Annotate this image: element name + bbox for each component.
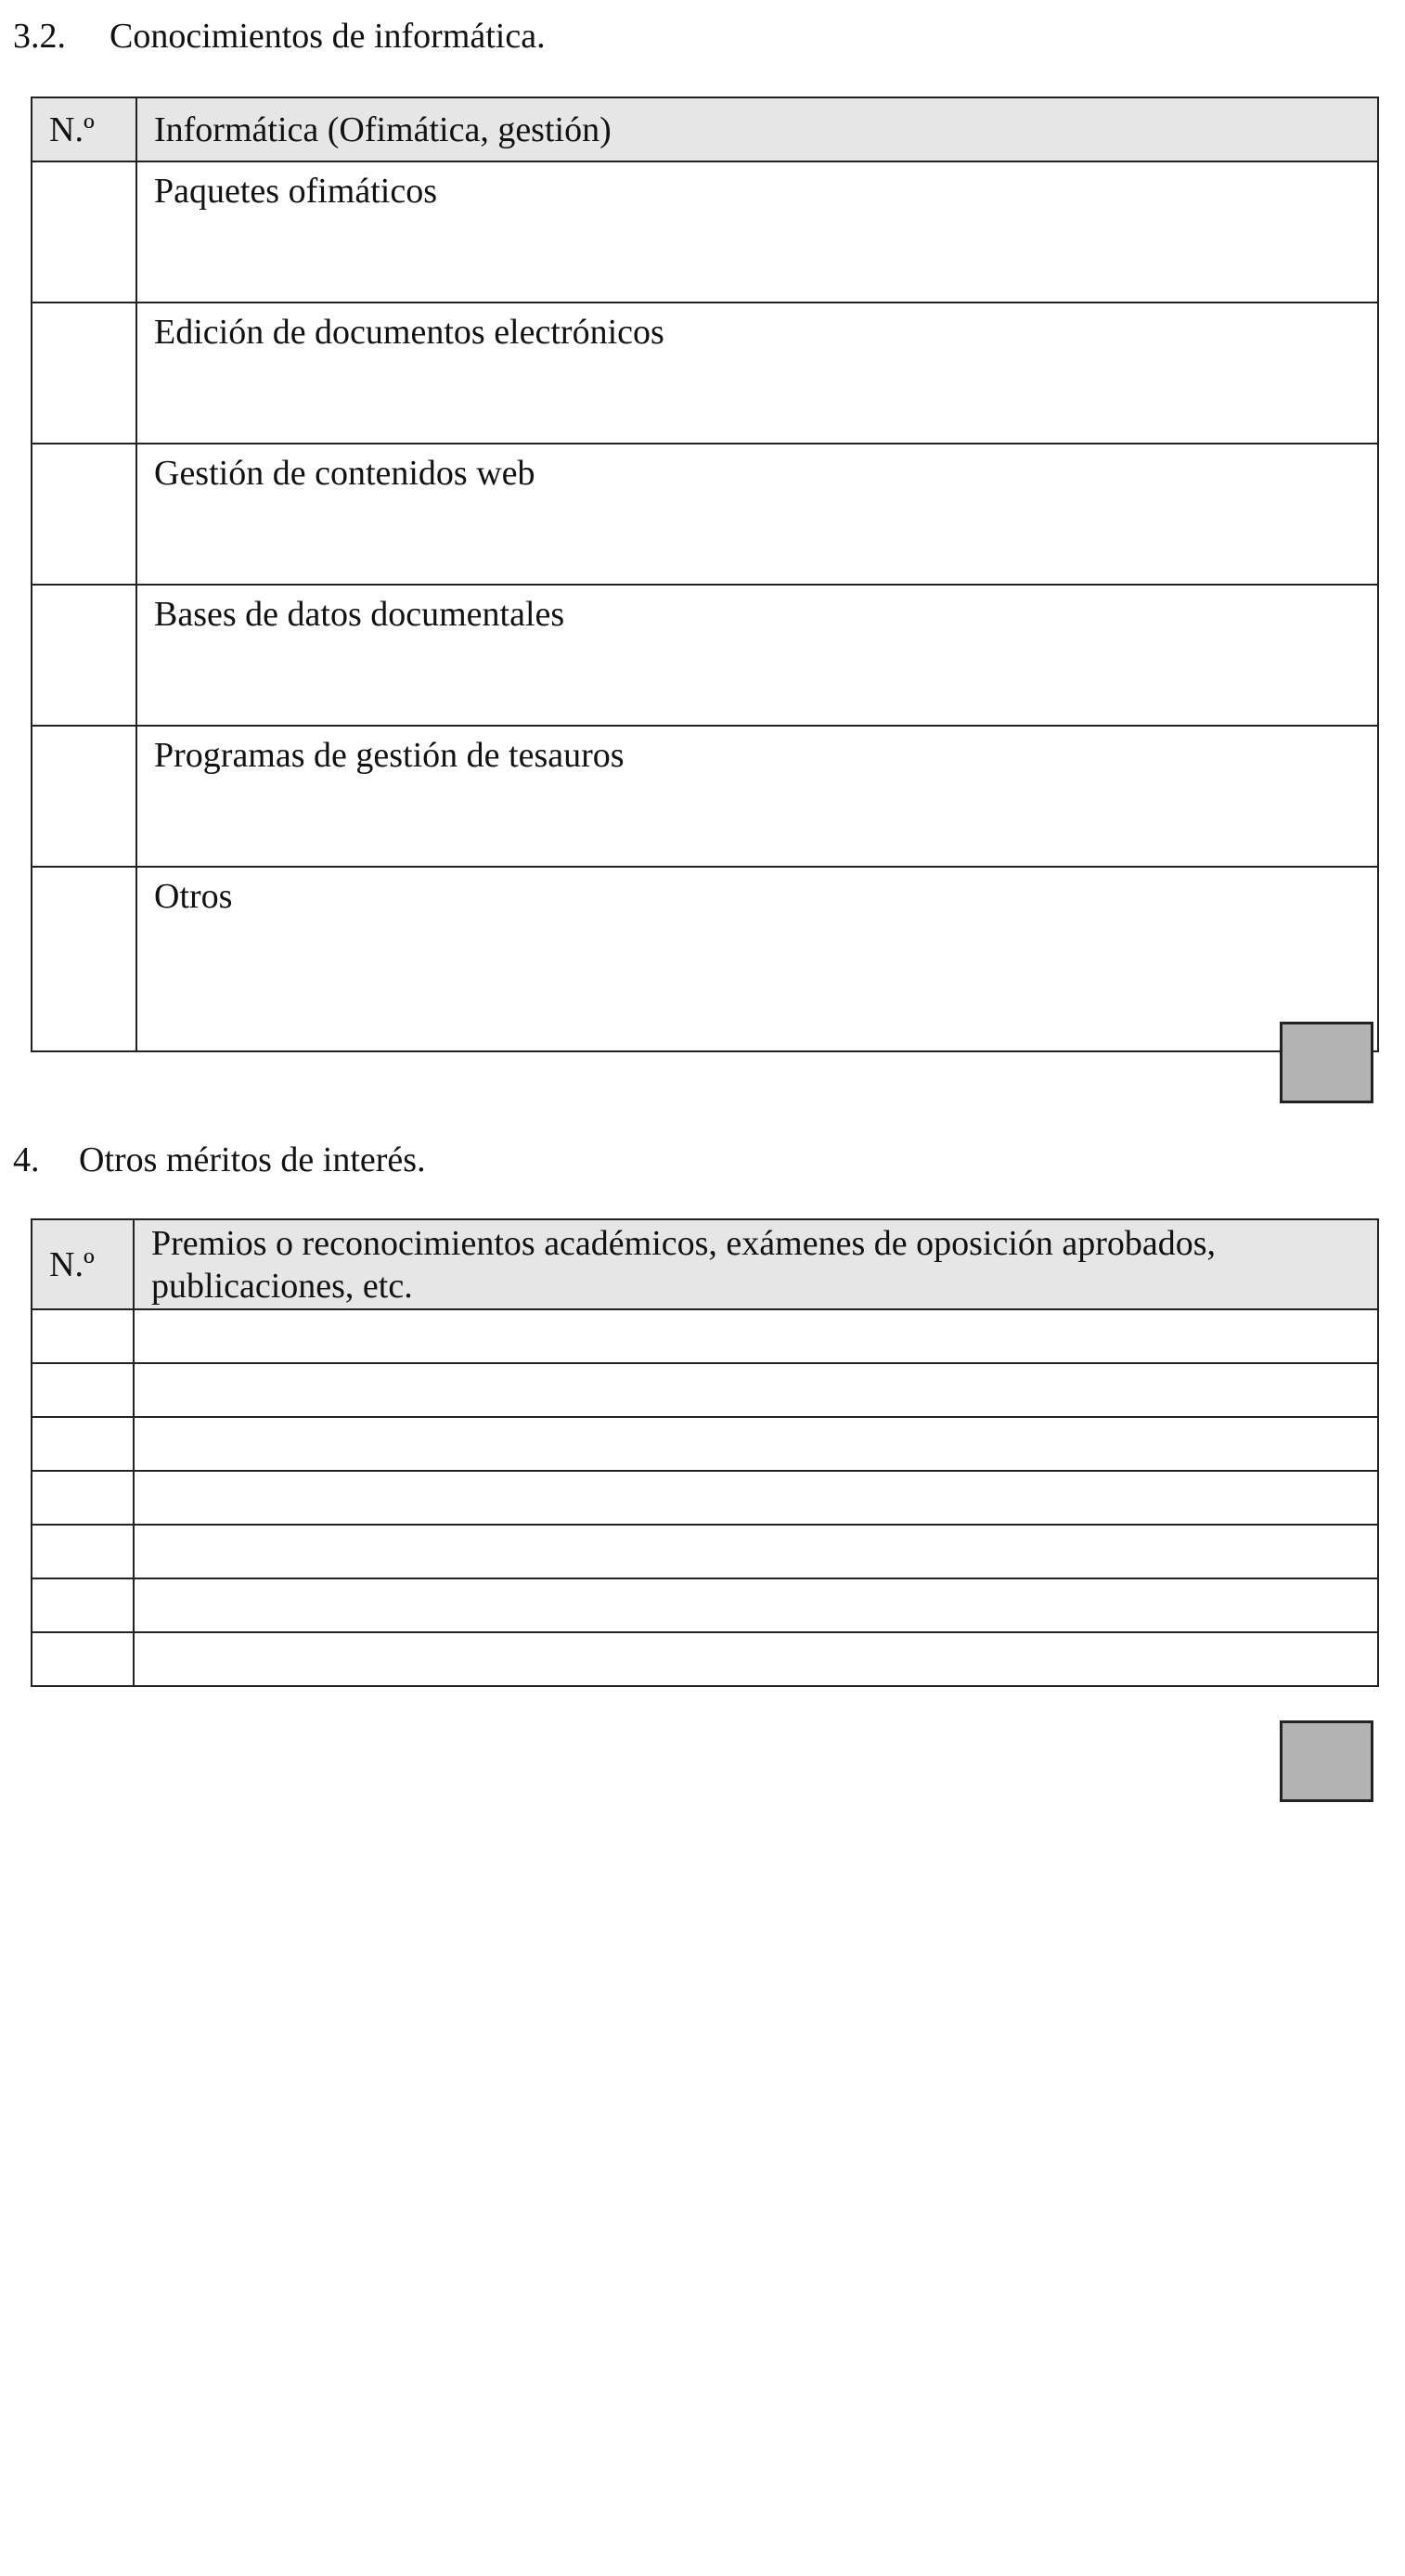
header-title: Informática (Ofimática, gestión) [136, 97, 1378, 161]
number-cell[interactable] [32, 1578, 134, 1632]
number-cell[interactable] [32, 1309, 134, 1363]
section-number: 3.2. [13, 17, 66, 56]
number-cell[interactable] [32, 1525, 134, 1578]
section-title: Otros méritos de interés. [79, 1140, 426, 1179]
number-cell[interactable] [32, 1417, 134, 1471]
merit-cell[interactable] [134, 1363, 1378, 1417]
number-cell[interactable] [32, 444, 136, 585]
table-row [32, 1632, 1378, 1686]
table-row [32, 1309, 1378, 1363]
header-number: N.º [32, 1219, 134, 1309]
table-row [32, 585, 1378, 726]
table-row [32, 444, 1378, 585]
table-header-row [32, 97, 1378, 161]
skill-cell[interactable]: Programas de gestión de tesauros [136, 726, 1378, 867]
number-cell[interactable] [32, 1632, 134, 1686]
skill-cell[interactable]: Gestión de contenidos web [136, 444, 1378, 585]
number-cell[interactable] [32, 1363, 134, 1417]
number-cell[interactable] [32, 1471, 134, 1525]
skill-cell[interactable]: Edición de documentos electrónicos [136, 303, 1378, 444]
merit-cell[interactable] [134, 1417, 1378, 1471]
number-cell[interactable] [32, 867, 136, 1051]
table-row [32, 1525, 1378, 1578]
number-cell[interactable] [32, 726, 136, 867]
computer-skills-table [31, 97, 1379, 1052]
section-title: Conocimientos de informática. [110, 17, 546, 56]
header-number: N.º [32, 97, 136, 161]
skill-cell[interactable]: Paquetes ofimáticos [136, 161, 1378, 303]
skill-cell[interactable]: Otros [136, 867, 1378, 1051]
table-row [32, 1578, 1378, 1632]
section-number: 4. [13, 1140, 40, 1179]
table-row [32, 1363, 1378, 1417]
table-row [32, 726, 1378, 867]
other-merits-table [31, 1218, 1379, 1687]
table-header-row [32, 1219, 1378, 1309]
table-row [32, 1471, 1378, 1525]
table-row [32, 1417, 1378, 1471]
section-3-2-heading [13, 15, 546, 58]
skill-cell[interactable]: Bases de datos documentales [136, 585, 1378, 726]
number-cell[interactable] [32, 161, 136, 303]
table-row [32, 867, 1378, 1051]
merit-cell[interactable] [134, 1632, 1378, 1686]
number-cell[interactable] [32, 585, 136, 726]
merit-cell[interactable] [134, 1525, 1378, 1578]
merit-cell[interactable] [134, 1309, 1378, 1363]
table-row [32, 161, 1378, 303]
number-cell[interactable] [32, 303, 136, 444]
table-row [32, 303, 1378, 444]
section-4-heading [13, 1139, 426, 1181]
header-title: Premios o reconocimientos académicos, exámenes de oposición aprobados, publicaciones, etc. [134, 1219, 1378, 1309]
score-box[interactable] [1280, 1022, 1373, 1103]
merit-cell[interactable] [134, 1471, 1378, 1525]
score-box[interactable] [1280, 1720, 1373, 1802]
merit-cell[interactable] [134, 1578, 1378, 1632]
